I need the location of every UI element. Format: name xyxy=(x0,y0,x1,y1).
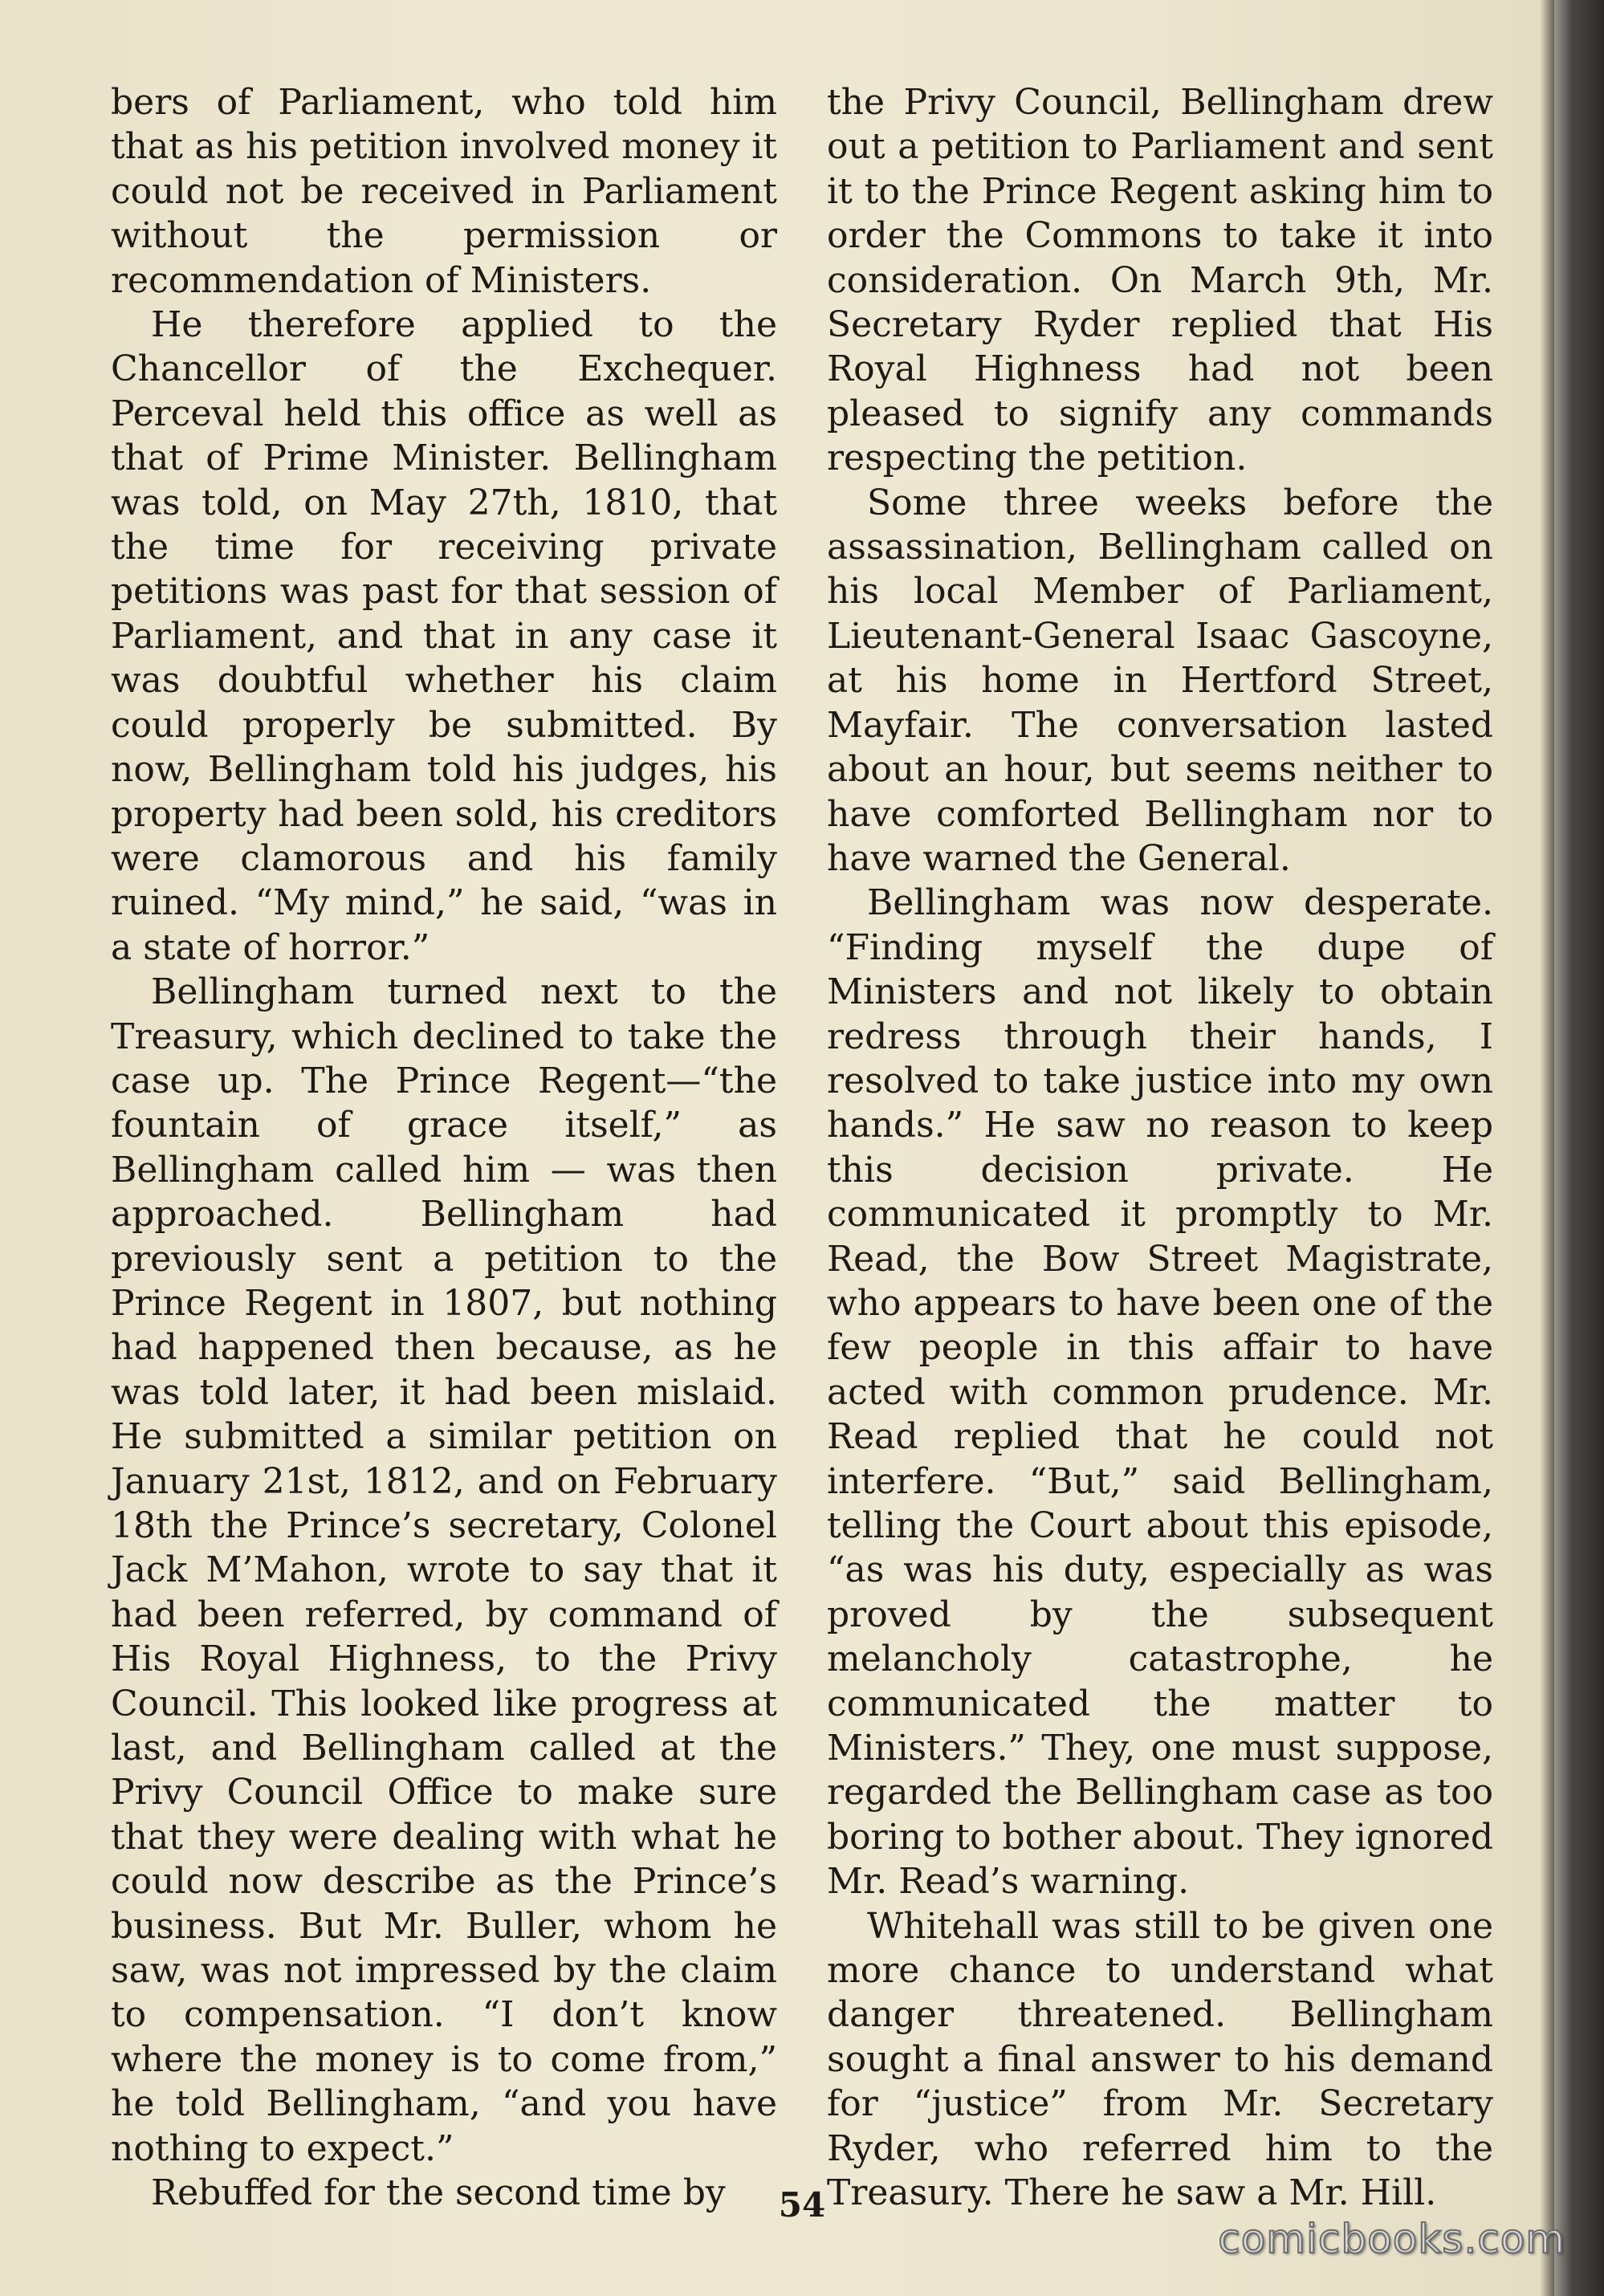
right-text-column xyxy=(827,80,1493,2216)
paragraph-gascoyne: Some three weeks before the assassination, Bellingham called on his local Member of Parliament, Lieutenant-General Isaac Gascoyne, at his home in Hertford Street, Mayfair. The conversation lasted about an hour, but seems neither to have comforted Bellingham nor to have warned the General. xyxy=(827,482,1493,879)
paragraph-treasury: Bellingham turned next to the Treasury, which declined to take the case up. The Prince Regent—“the fountain of grace itself,” as Bellingham called him — was then approached. Bellingham had previously sent a petition to the Prince Regent in 1807, but nothing had happened then because, as he was told later, it had been mislaid. He submitted a similar petition on January 21st, 1812, and on February 18th the Prince’s secretary, Colonel Jack M’Mahon, wrote to say that it had been referred, by command of His Royal Highness, to the Privy Council. This looked like progress at last, and Bellingham called at the Privy Council Office to make sure that they were dealing with what he could now describe as the Prince’s business. But Mr. Buller, whom he saw, was not impressed by the claim to compensation. “I don’t know where the money is to come from,” he told Bellingham, “and you have nothing to expect.” xyxy=(111,971,777,2169)
paragraph-rebuffed: Rebuffed for the second time by xyxy=(151,2172,726,2214)
page-number: 54 xyxy=(778,2185,826,2225)
watermark-logo: comicbooks.com xyxy=(1218,2216,1565,2262)
page-edge-shadow xyxy=(1554,0,1604,2296)
paragraph-whitehall: Whitehall was still to be given one more chance to understand what danger threatened. Bellingham sought a final answer to his demand for “justice” from Mr. Secretary Ryder, who referred him to the Treasury. There he saw a Mr. Hill. xyxy=(827,1905,1493,2214)
paragraph-desperate: Bellingham was now desperate. “Finding myself the dupe of Ministers and not likely to obtain redress through their hands, I resolved to take justice into my own hands.” He saw no reason to keep this decision private. He communicated it promptly to Mr. Read, the Bow Street Magistrate, who appears to have been one of the few people in this affair to have acted with common prudence. Mr. Read replied that he could not interfere. “But,” said Bellingham, telling the Court about this episode, “as was his duty, especially as was proved by the subsequent melancholy catastrophe, he communicated the matter to Ministers.” They, one must suppose, regarded the Bellingham case as too boring to bother about. They ignored Mr. Read’s warning. xyxy=(827,882,1493,1903)
paragraph-continued: bers of Parliament, who told him that as his petition involved money it could not be received in Parliament without the permission or recommendation of Ministers. xyxy=(111,82,777,301)
left-text-column xyxy=(111,80,777,2216)
paragraph-privy-council: the Privy Council, Bellingham drew out a petition to Parliament and sent it to the Prince Regent asking him to order the Commons to take it into consideration. On March 9th, Mr. Secretary Ryder replied that His Royal Highness had not been pleased to signify any commands respecting the petition. xyxy=(827,82,1493,479)
paragraph-chancellor: He therefore applied to the Chancellor of the Exchequer. Perceval held this office as well as that of Prime Minister. Bellingham was told, on May 27th, 1810, that the time for receiving private petitions was past for that session of Parliament, and that in any case it was doubtful whether his claim could properly be submitted. By now, Bellingham told his judges, his property had been sold, his creditors were clamorous and his family ruined. “My mind,” he said, “was in a state of horror.” xyxy=(111,304,777,968)
